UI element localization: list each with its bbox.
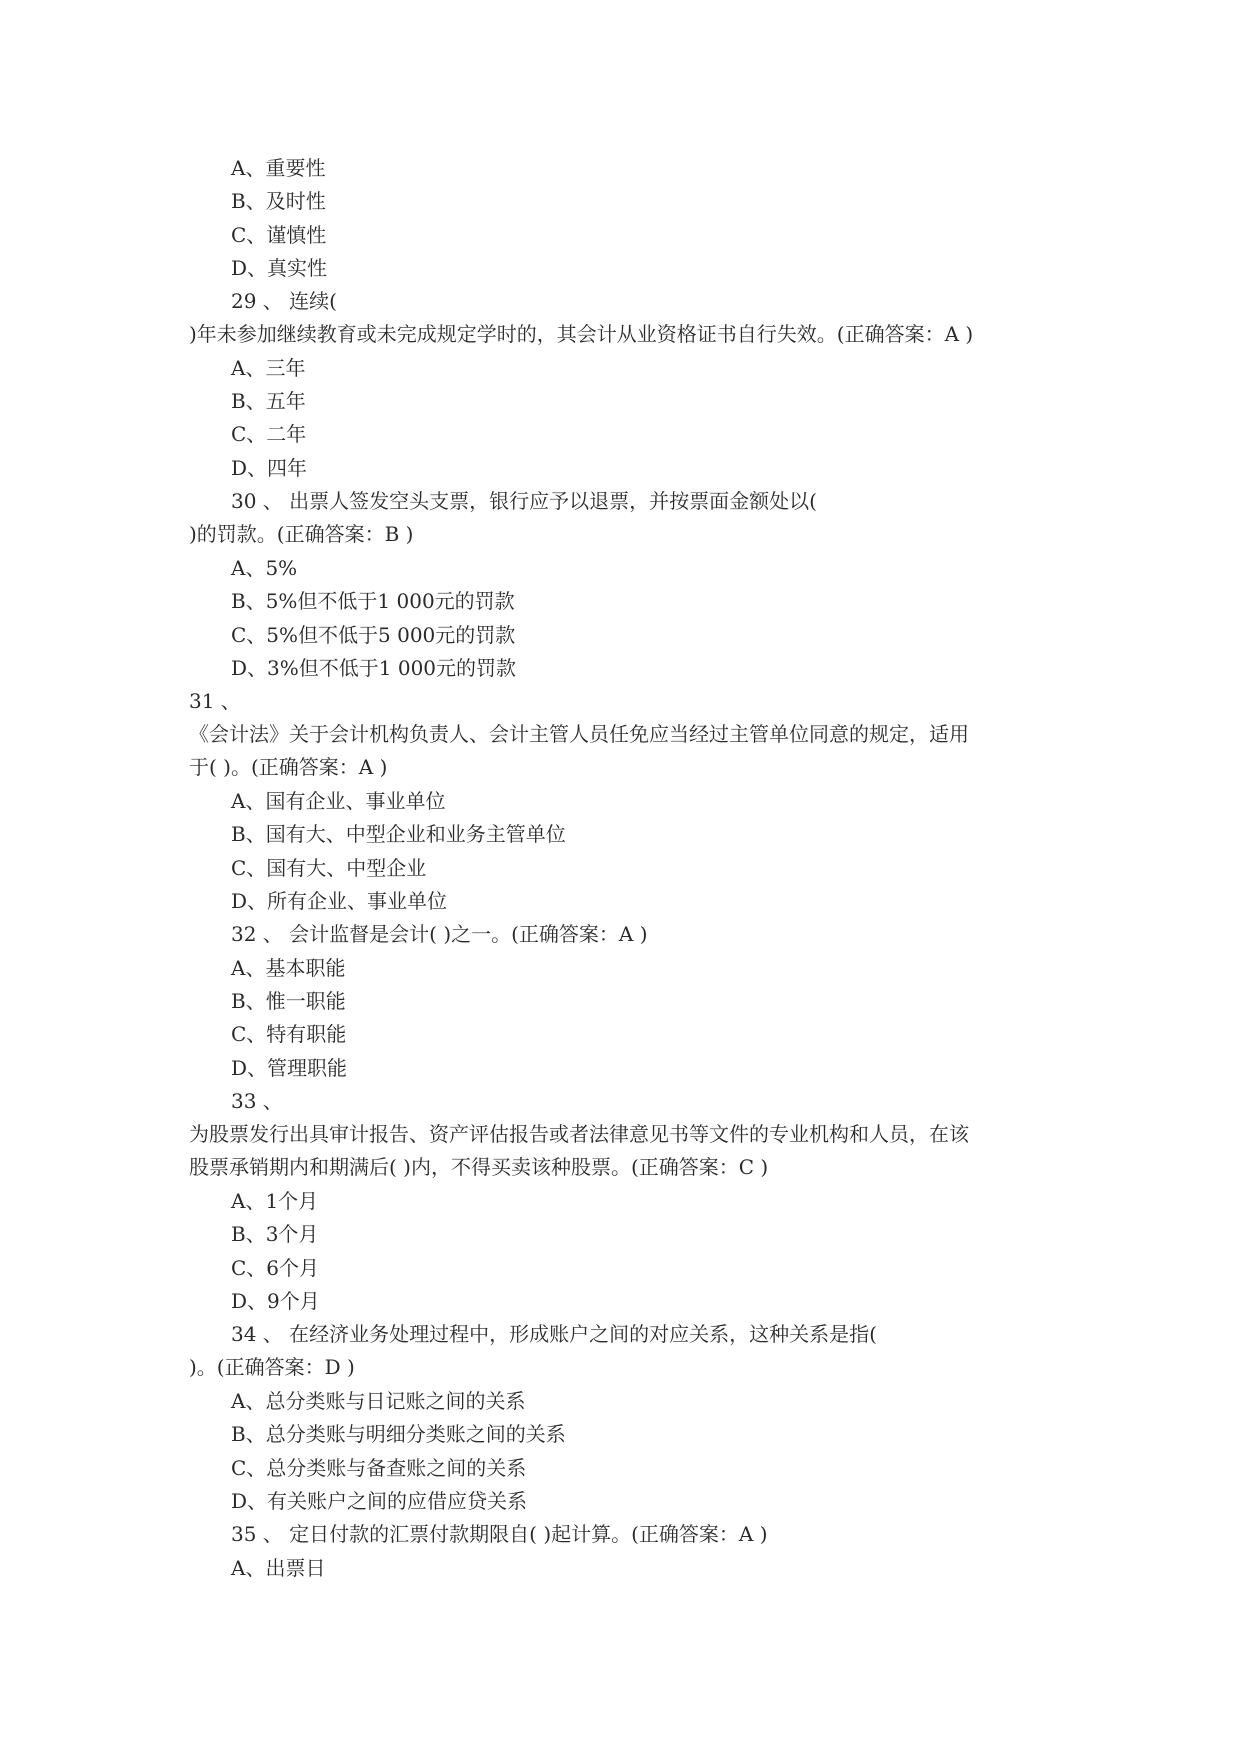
option-line: C、总分类账与备查账之间的关系 [231,1456,527,1480]
option-line: A、总分类账与日记账之间的关系 [231,1389,526,1413]
question-line: )年未参加继续教育或未完成规定学时的，其会计从业资格证书自行失效。(正确答案：A ) [189,322,974,346]
question-line: 34 、 在经济业务处理过程中，形成账户之间的对应关系，这种关系是指( [231,1322,877,1346]
option-line: A、三年 [231,356,306,380]
option-line: C、谨慎性 [231,223,327,247]
option-line: B、五年 [231,389,306,413]
option-line: C、二年 [231,422,307,446]
option-line: B、惟一职能 [231,989,346,1013]
question-line: 为股票发行出具审计报告、资产评估报告或者法律意见书等文件的专业机构和人员，在该 [189,1122,969,1146]
question-line: 35 、 定日付款的汇票付款期限自( )起计算。(正确答案：A ) [231,1522,768,1546]
question-line: 股票承销期内和期满后( )内，不得买卖该种股票。(正确答案：C ) [189,1155,769,1179]
question-line: 于( )。(正确答案：A ) [189,755,388,779]
option-line: B、3个月 [231,1222,319,1246]
question-line: 30 、 出票人签发空头支票，银行应予以退票，并按票面金额处以( [231,489,817,513]
option-line: D、管理职能 [231,1056,348,1080]
option-line: D、真实性 [231,256,328,280]
question-line: 32 、 会计监督是会计( )之一。(正确答案：A ) [231,922,648,946]
option-line: D、9个月 [231,1289,320,1313]
question-line: )。(正确答案：D ) [189,1355,355,1379]
option-line: C、特有职能 [231,1022,347,1046]
option-line: D、3%但不低于1 000元的罚款 [231,656,517,680]
question-line: 33 、 [231,1089,283,1113]
option-line: B、总分类账与明细分类账之间的关系 [231,1422,566,1446]
option-line: D、所有企业、事业单位 [231,889,448,913]
option-line: B、5%但不低于1 000元的罚款 [231,589,515,613]
option-line: A、1个月 [231,1189,319,1213]
option-line: A、国有企业、事业单位 [231,789,446,813]
question-line: 31 、 [189,689,241,713]
option-line: A、出票日 [231,1556,326,1580]
option-line: D、有关账户之间的应借应贷关系 [231,1489,528,1513]
option-line: B、国有大、中型企业和业务主管单位 [231,822,566,846]
question-line: )的罚款。(正确答案：B ) [189,522,414,546]
option-line: C、6个月 [231,1256,320,1280]
option-line: B、及时性 [231,189,326,213]
question-line: 《会计法》关于会计机构负责人、会计主管人员任免应当经过主管单位同意的规定，适用 [189,722,969,746]
option-line: A、基本职能 [231,956,346,980]
option-line: A、5% [231,556,298,580]
option-line: A、重要性 [231,156,326,180]
option-line: D、四年 [231,456,308,480]
question-line: 29 、 连续( [231,289,337,313]
option-line: C、国有大、中型企业 [231,856,427,880]
option-line: C、5%但不低于5 000元的罚款 [231,623,516,647]
